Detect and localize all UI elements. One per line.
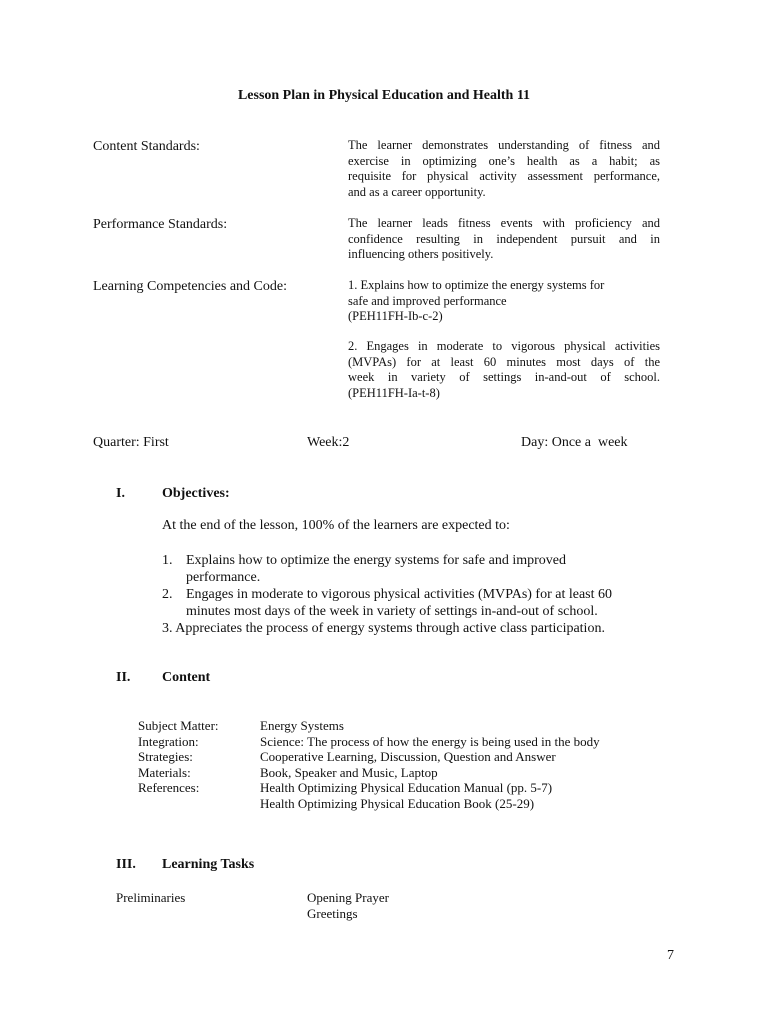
objective-text: Engages in moderate to vigorous physical activities (MVPAs) for at least 60 xyxy=(186,587,613,602)
content-row xyxy=(138,734,600,750)
objective-item xyxy=(162,552,662,586)
content-key: Strategies: xyxy=(138,749,193,764)
content-value: Cooperative Learning, Discussion, Question and Answer xyxy=(260,749,556,764)
performance-standards-line: The learner leads fitness events with proficiency and xyxy=(348,216,660,230)
objective-text: Explains how to optimize the energy systems for safe and improved xyxy=(186,553,566,568)
content-heading: Content xyxy=(162,670,211,685)
content-key: References: xyxy=(138,780,200,795)
content-value: Science: The process of how the energy is being used in the body xyxy=(260,733,600,749)
content-standards-label: Content Standards: xyxy=(93,139,200,154)
objective-number: 2. xyxy=(162,587,173,602)
content-standards-line: and as a career opportunity. xyxy=(348,184,486,199)
performance-standards-text xyxy=(348,216,660,263)
preliminaries-label: Preliminaries xyxy=(116,890,186,905)
content-row xyxy=(138,796,600,812)
performance-standards-label: Performance Standards: xyxy=(93,217,228,232)
content-row xyxy=(138,718,600,734)
learning-competencies-label: Learning Competencies and Code: xyxy=(93,279,287,294)
section-number-objectives: I. xyxy=(116,486,125,501)
objective-text: minutes most days of the week in variety of settings in-and-out of school. xyxy=(186,604,598,619)
content-standards-line: The learner demonstrates understanding of fitness and xyxy=(348,138,660,152)
objectives-intro: At the end of the lesson, 100% of the learners are expected to: xyxy=(162,518,510,533)
content-value: Energy Systems xyxy=(260,718,344,733)
competency-line: 2. Engages in moderate to vigorous physical activities xyxy=(348,339,660,353)
performance-standards-line: influencing others positively. xyxy=(348,247,494,261)
page-number: 7 xyxy=(667,948,674,963)
content-value: Health Optimizing Physical Education Book (25-29) xyxy=(260,795,535,811)
section-number-content: II. xyxy=(116,670,131,685)
day-label: Day: Once a week xyxy=(521,435,628,450)
competency-line: week in variety of settings in-and-out of school. xyxy=(348,370,660,384)
content-standards-line: exercise in optimizing one’s health as a habit; as xyxy=(348,153,660,168)
learning-competency-2 xyxy=(348,339,660,401)
objective-item: 3. Appreciates the process of energy systems through active class participation. xyxy=(162,621,605,636)
content-value: Book, Speaker and Music, Laptop xyxy=(260,764,438,780)
content-value: Health Optimizing Physical Education Manual (pp. 5-7) xyxy=(260,780,553,795)
content-key: Subject Matter: xyxy=(138,718,219,733)
quarter-label: Quarter: First xyxy=(93,435,169,450)
preliminaries-item: Opening Prayer xyxy=(307,890,389,905)
competency-line: (MVPAs) for at least 60 minutes most days of the xyxy=(348,354,660,369)
objective-number: 1. xyxy=(162,553,173,568)
content-key: Materials: xyxy=(138,764,191,780)
learning-competency-1 xyxy=(348,278,660,325)
content-standards-text xyxy=(348,138,660,200)
week-label: Week:2 xyxy=(307,435,350,450)
content-row xyxy=(138,765,600,781)
performance-standards-line: confidence resulting in independent pursuit and in xyxy=(348,231,660,246)
content-row xyxy=(138,780,600,796)
learning-tasks-heading: Learning Tasks xyxy=(162,857,255,872)
objectives-list xyxy=(162,552,662,637)
document-title: Lesson Plan in Physical Education and Health 11 xyxy=(237,88,531,103)
preliminaries-items xyxy=(307,890,389,922)
objectives-heading: Objectives: xyxy=(162,486,230,501)
content-standards-line: requisite for physical activity assessment performance, xyxy=(348,169,660,183)
content-row xyxy=(138,749,600,765)
objective-text: performance. xyxy=(186,570,261,585)
content-key: Integration: xyxy=(138,733,199,749)
content-key xyxy=(138,796,260,812)
competency-line: safe and improved performance xyxy=(348,293,507,308)
competency-line: 1. Explains how to optimize the energy systems for xyxy=(348,278,605,292)
content-table xyxy=(138,718,600,811)
competency-code: (PEH11FH-Ib-c-2) xyxy=(348,309,443,323)
preliminaries-item: Greetings xyxy=(307,906,358,921)
section-number-tasks: III. xyxy=(116,857,136,872)
competency-code: (PEH11FH-Ia-t-8) xyxy=(348,385,440,400)
objective-item xyxy=(162,586,662,620)
